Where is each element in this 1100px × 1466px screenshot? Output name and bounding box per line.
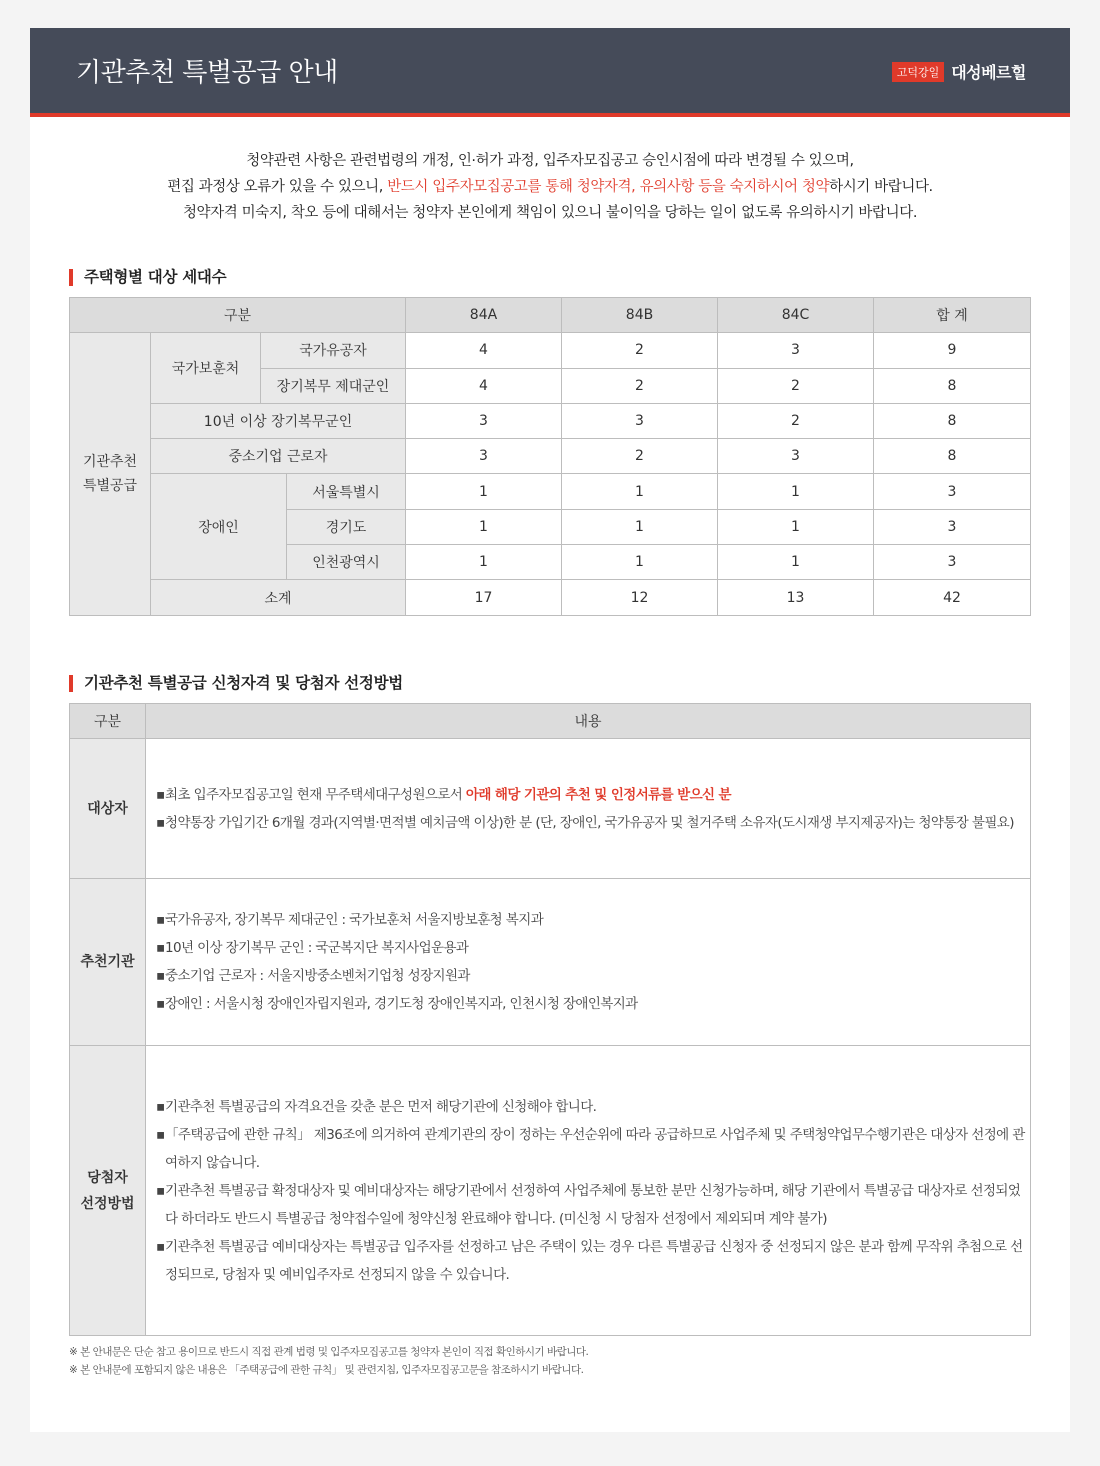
bullet-icon: ▪	[156, 1126, 165, 1143]
table-row	[70, 1046, 1031, 1336]
agency-content	[146, 879, 1031, 1046]
list-item	[156, 1121, 1030, 1177]
cell: 2	[718, 403, 874, 438]
notice-text	[30, 148, 1070, 226]
item-text: 「주택공급에 관한 규칙」 제36조에 의거하여 관계기관의 장이 정하는 우선순위에 따라 공급하므로 사업주체 및 주택청약업무수행기관은 대상자 선정에 관여하지 않습니다.	[165, 1126, 1025, 1171]
cell: 8	[874, 368, 1031, 403]
col-header: 84C	[718, 298, 874, 333]
item-text: 기관추천 특별공급 확정대상자 및 예비대상자는 해당기관에서 선정하여 사업주체에 통보한 분만 신청가능하며, 해당 기관에서 특별공급 대상자로 선정되었다 하더라도 반드시 특별공급 청약접수일에 청약신청 완료해야 합니다. (미신청 시 당첨자 선정에서 제외되며 계약 불가)	[165, 1182, 1021, 1227]
list-item	[156, 962, 1030, 990]
page-title: 기관추천 특별공급 안내	[76, 58, 338, 88]
row-label: 장기복무 제대군인	[261, 368, 406, 403]
row-label: 경기도	[287, 509, 406, 544]
label-line: 선정방법	[80, 1195, 135, 1212]
item-text: 청약통장 가입기간 6개월 경과(지역별·면적별 예치금액 이상)한 분 (단, 장애인, 국가유공자 및 철거주택 소유자(도시재생 부지제공자)는 청약통장 불필요)	[165, 814, 1014, 831]
cell: 1	[562, 509, 718, 544]
target-content	[146, 739, 1031, 879]
bullet-icon: ▪	[156, 996, 165, 1012]
row-label-agency: 추천기관	[70, 879, 146, 1046]
table-row-subtotal	[70, 580, 1031, 615]
bullet-icon: ▪	[156, 1098, 165, 1115]
list-item	[156, 809, 1030, 837]
cell: 9	[874, 333, 1031, 368]
table-row	[70, 879, 1031, 1046]
notice-text-part: 하시기 바랍니다.	[829, 179, 933, 195]
brand-tag: 고덕강일	[892, 62, 945, 82]
cell: 1	[406, 509, 562, 544]
col-header: 구분	[70, 298, 406, 333]
cell: 17	[406, 580, 562, 615]
brand-logo	[892, 60, 1026, 83]
cell: 1	[406, 474, 562, 509]
list-item	[156, 1177, 1030, 1233]
cell: 8	[874, 439, 1031, 474]
cell: 1	[406, 545, 562, 580]
row-label: 10년 이상 장기복무군인	[151, 403, 406, 438]
group-label-text: 기관추천 특별공급	[82, 453, 138, 494]
sub-label-veteran: 국가보훈처	[151, 333, 261, 404]
list-item	[156, 934, 1030, 962]
row-label-selection	[70, 1046, 146, 1336]
item-text: 10년 이상 장기복무 군인 : 국군복지단 복지사업운용과	[165, 940, 469, 956]
label-line: 당첨자	[87, 1169, 128, 1186]
cell: 4	[406, 333, 562, 368]
notice-highlight: 반드시 입주자모집공고를 통해 청약자격, 유의사항 등을 숙지하시어 청약	[387, 179, 830, 195]
bullet-icon: ▪	[156, 814, 165, 831]
cell: 1	[562, 545, 718, 580]
cell: 1	[718, 545, 874, 580]
notice-line: 청약관련 사항은 관련법령의 개정, 인·허가 과정, 입주자모집공고 승인시점에 따라 변경될 수 있으며,	[246, 153, 854, 169]
cell: 3	[562, 403, 718, 438]
section-title-units: 주택형별 대상 세대수	[69, 269, 226, 286]
table-row	[70, 474, 1031, 509]
bullet-icon: ▪	[156, 912, 165, 928]
list-item	[156, 1233, 1030, 1289]
list-item	[156, 990, 1030, 1018]
item-text: 장애인 : 서울시청 장애인자립지원과, 경기도청 장애인복지과, 인천시청 장애인복지과	[165, 996, 638, 1012]
section-title-qualification: 기관추천 특별공급 신청자격 및 당첨자 선정방법	[69, 675, 403, 692]
item-text: 기관추천 특별공급의 자격요건을 갖춘 분은 먼저 해당기관에 신청해야 합니다.	[165, 1098, 597, 1115]
cell: 3	[874, 509, 1031, 544]
row-label: 중소기업 근로자	[151, 439, 406, 474]
list-item	[156, 1093, 1030, 1121]
bullet-icon: ▪	[156, 940, 165, 956]
item-highlight: 아래 해당 기관의 추천 및 인정서류를 받으신 분	[465, 786, 732, 803]
cell: 1	[562, 474, 718, 509]
notice-line: 청약자격 미숙지, 착오 등에 대해서는 청약자 본인에게 책임이 있으니 불이익을 당하는 일이 없도록 유의하시기 바랍니다.	[182, 205, 918, 221]
cell: 42	[874, 580, 1031, 615]
notice-text-part: 편집 과정상 오류가 있을 수 있으니,	[167, 179, 388, 195]
cell: 3	[874, 545, 1031, 580]
bullet-icon: ▪	[156, 968, 165, 984]
cell: 3	[406, 403, 562, 438]
col-header: 내용	[146, 704, 1031, 739]
cell: 4	[406, 368, 562, 403]
cell: 8	[874, 403, 1031, 438]
row-label: 인천광역시	[287, 545, 406, 580]
page-header	[30, 28, 1070, 117]
cell: 3	[406, 439, 562, 474]
cell: 13	[718, 580, 874, 615]
subtotal-label: 소계	[151, 580, 406, 615]
col-header: 합 계	[874, 298, 1031, 333]
row-label: 서울특별시	[287, 474, 406, 509]
cell: 2	[562, 368, 718, 403]
list-item	[156, 906, 1030, 934]
footnote: ※ 본 안내문에 포함되지 않은 내용은 「주택공급에 관한 규칙」 및 관련지침, 입주자모집공고문을 참조하시기 바랍니다.	[69, 1364, 584, 1376]
table-row	[70, 403, 1031, 438]
table-row	[70, 439, 1031, 474]
footnotes	[69, 1343, 588, 1379]
item-text: 기관추천 특별공급 예비대상자는 특별공급 입주자를 선정하고 남은 주택이 있는 경우 다른 특별공급 신청자 중 선정되지 않은 분과 함께 무작위 추첨으로 선정되므로, 당첨자 및 예비입주자로 선정되지 않을 수 있습니다.	[165, 1238, 1023, 1283]
cell: 12	[562, 580, 718, 615]
col-header: 84B	[562, 298, 718, 333]
table-row	[70, 333, 1031, 368]
selection-content	[146, 1046, 1031, 1336]
sub-label-disabled: 장애인	[151, 474, 287, 580]
group-label	[70, 333, 151, 615]
bullet-icon: ▪	[156, 1238, 165, 1255]
cell: 3	[718, 439, 874, 474]
list-item	[156, 781, 1030, 809]
bullet-icon: ▪	[156, 1182, 165, 1199]
col-header: 구분	[70, 704, 146, 739]
qualification-table	[69, 703, 1031, 1336]
cell: 2	[562, 333, 718, 368]
cell: 3	[874, 474, 1031, 509]
cell: 1	[718, 474, 874, 509]
item-text: 최초 입주자모집공고일 현재 무주택세대구성원으로서	[165, 786, 466, 803]
units-table	[69, 297, 1031, 616]
notice-line	[30, 174, 1070, 200]
item-text: 중소기업 근로자 : 서울지방중소벤처기업청 성장지원과	[165, 968, 470, 984]
info-card	[30, 28, 1070, 1432]
cell: 2	[718, 368, 874, 403]
row-label-target: 대상자	[70, 739, 146, 879]
bullet-icon: ▪	[156, 786, 165, 803]
cell: 1	[718, 509, 874, 544]
table-row	[70, 739, 1031, 879]
brand-name: 대성베르힐	[951, 63, 1026, 82]
cell: 3	[718, 333, 874, 368]
cell: 2	[562, 439, 718, 474]
col-header: 84A	[406, 298, 562, 333]
item-text: 국가유공자, 장기복무 제대군인 : 국가보훈처 서울지방보훈청 복지과	[165, 912, 544, 928]
footnote: ※ 본 안내문은 단순 참고 용이므로 반드시 직접 관계 법령 및 입주자모집공고를 청약자 본인이 직접 확인하시기 바랍니다.	[69, 1346, 589, 1358]
row-label: 국가유공자	[261, 333, 406, 368]
